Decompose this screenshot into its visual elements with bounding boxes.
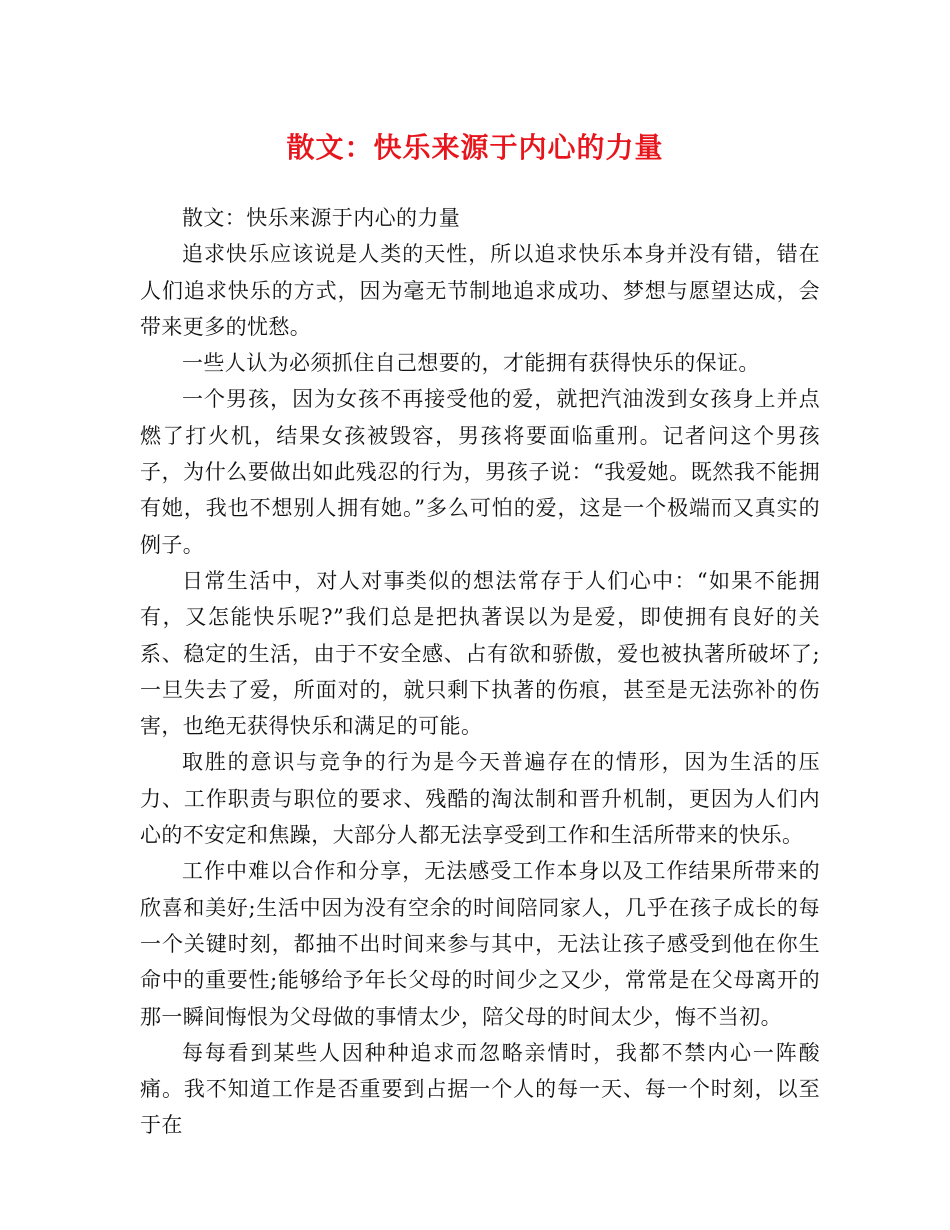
paragraph-6: 工作中难以合作和分享，无法感受工作本身以及工作结果所带来的欣喜和美好;生活中因为没有空余的时间陪同家人，几乎在孩子成长的每一个关键时刻，都抽不出时间来参与其中，无法让孩子感受到他在你生命中的重要性;能够给予年长父母的时间少之又少，常常是在父母离开的那一瞬间悔恨为父母做的事情太少，陪父母的时间太少，悔不当初。 bbox=[140, 859, 820, 1029]
paragraph-7: 每每看到某些人因种种追求而忽略亲情时，我都不禁内心一阵酸痛。我不知道工作是否重要到占据一个人的每一天、每一个时刻，以至于在 bbox=[140, 1040, 820, 1138]
paragraph-1: 追求快乐应该说是人类的天性，所以追求快乐本身并没有错，错在人们追求快乐的方式，因为毫无节制地追求成功、梦想与愿望达成，会带来更多的忧愁。 bbox=[140, 242, 820, 339]
page-title: 散文：快乐来源于内心的力量 bbox=[286, 131, 664, 164]
paragraph-4: 日常生活中，对人对事类似的想法常存于人们心中：“如果不能拥有，又怎能快乐呢?”我们总是把执著误以为是爱，即使拥有良好的关系、稳定的生活，由于不安全感、占有欲和骄傲，爱也被执著所破坏了;一旦失去了爱，所面对的，就只剩下执著的伤痕，甚至是无法弥补的伤害，也绝无获得快乐和满足的可能。 bbox=[140, 568, 820, 739]
article-body bbox=[140, 200, 820, 1144]
paragraph-5: 取胜的意识与竞争的行为是今天普遍存在的情形，因为生活的压力、工作职责与职位的要求、残酷的淘汰制和晋升机制，更因为人们内心的不安定和焦躁，大部分人都无法享受到工作和生活所带来的快乐。 bbox=[140, 750, 820, 848]
paragraph-3: 一个男孩，因为女孩不再接受他的爱，就把汽油泼到女孩身上并点燃了打火机，结果女孩被毁容，男孩将要面临重刑。记者问这个男孩子，为什么要做出如此残忍的行为，男孩子说：“我爱她。既然我不能拥有她，我也不想别人拥有她。”多么可怕的爱，这是一个极端而又真实的例子。 bbox=[140, 387, 820, 557]
paragraph-subtitle: 散文：快乐来源于内心的力量 bbox=[182, 206, 461, 230]
paragraph-2: 一些人认为必须抓住自己想要的，才能拥有获得快乐的保证。 bbox=[182, 351, 760, 376]
